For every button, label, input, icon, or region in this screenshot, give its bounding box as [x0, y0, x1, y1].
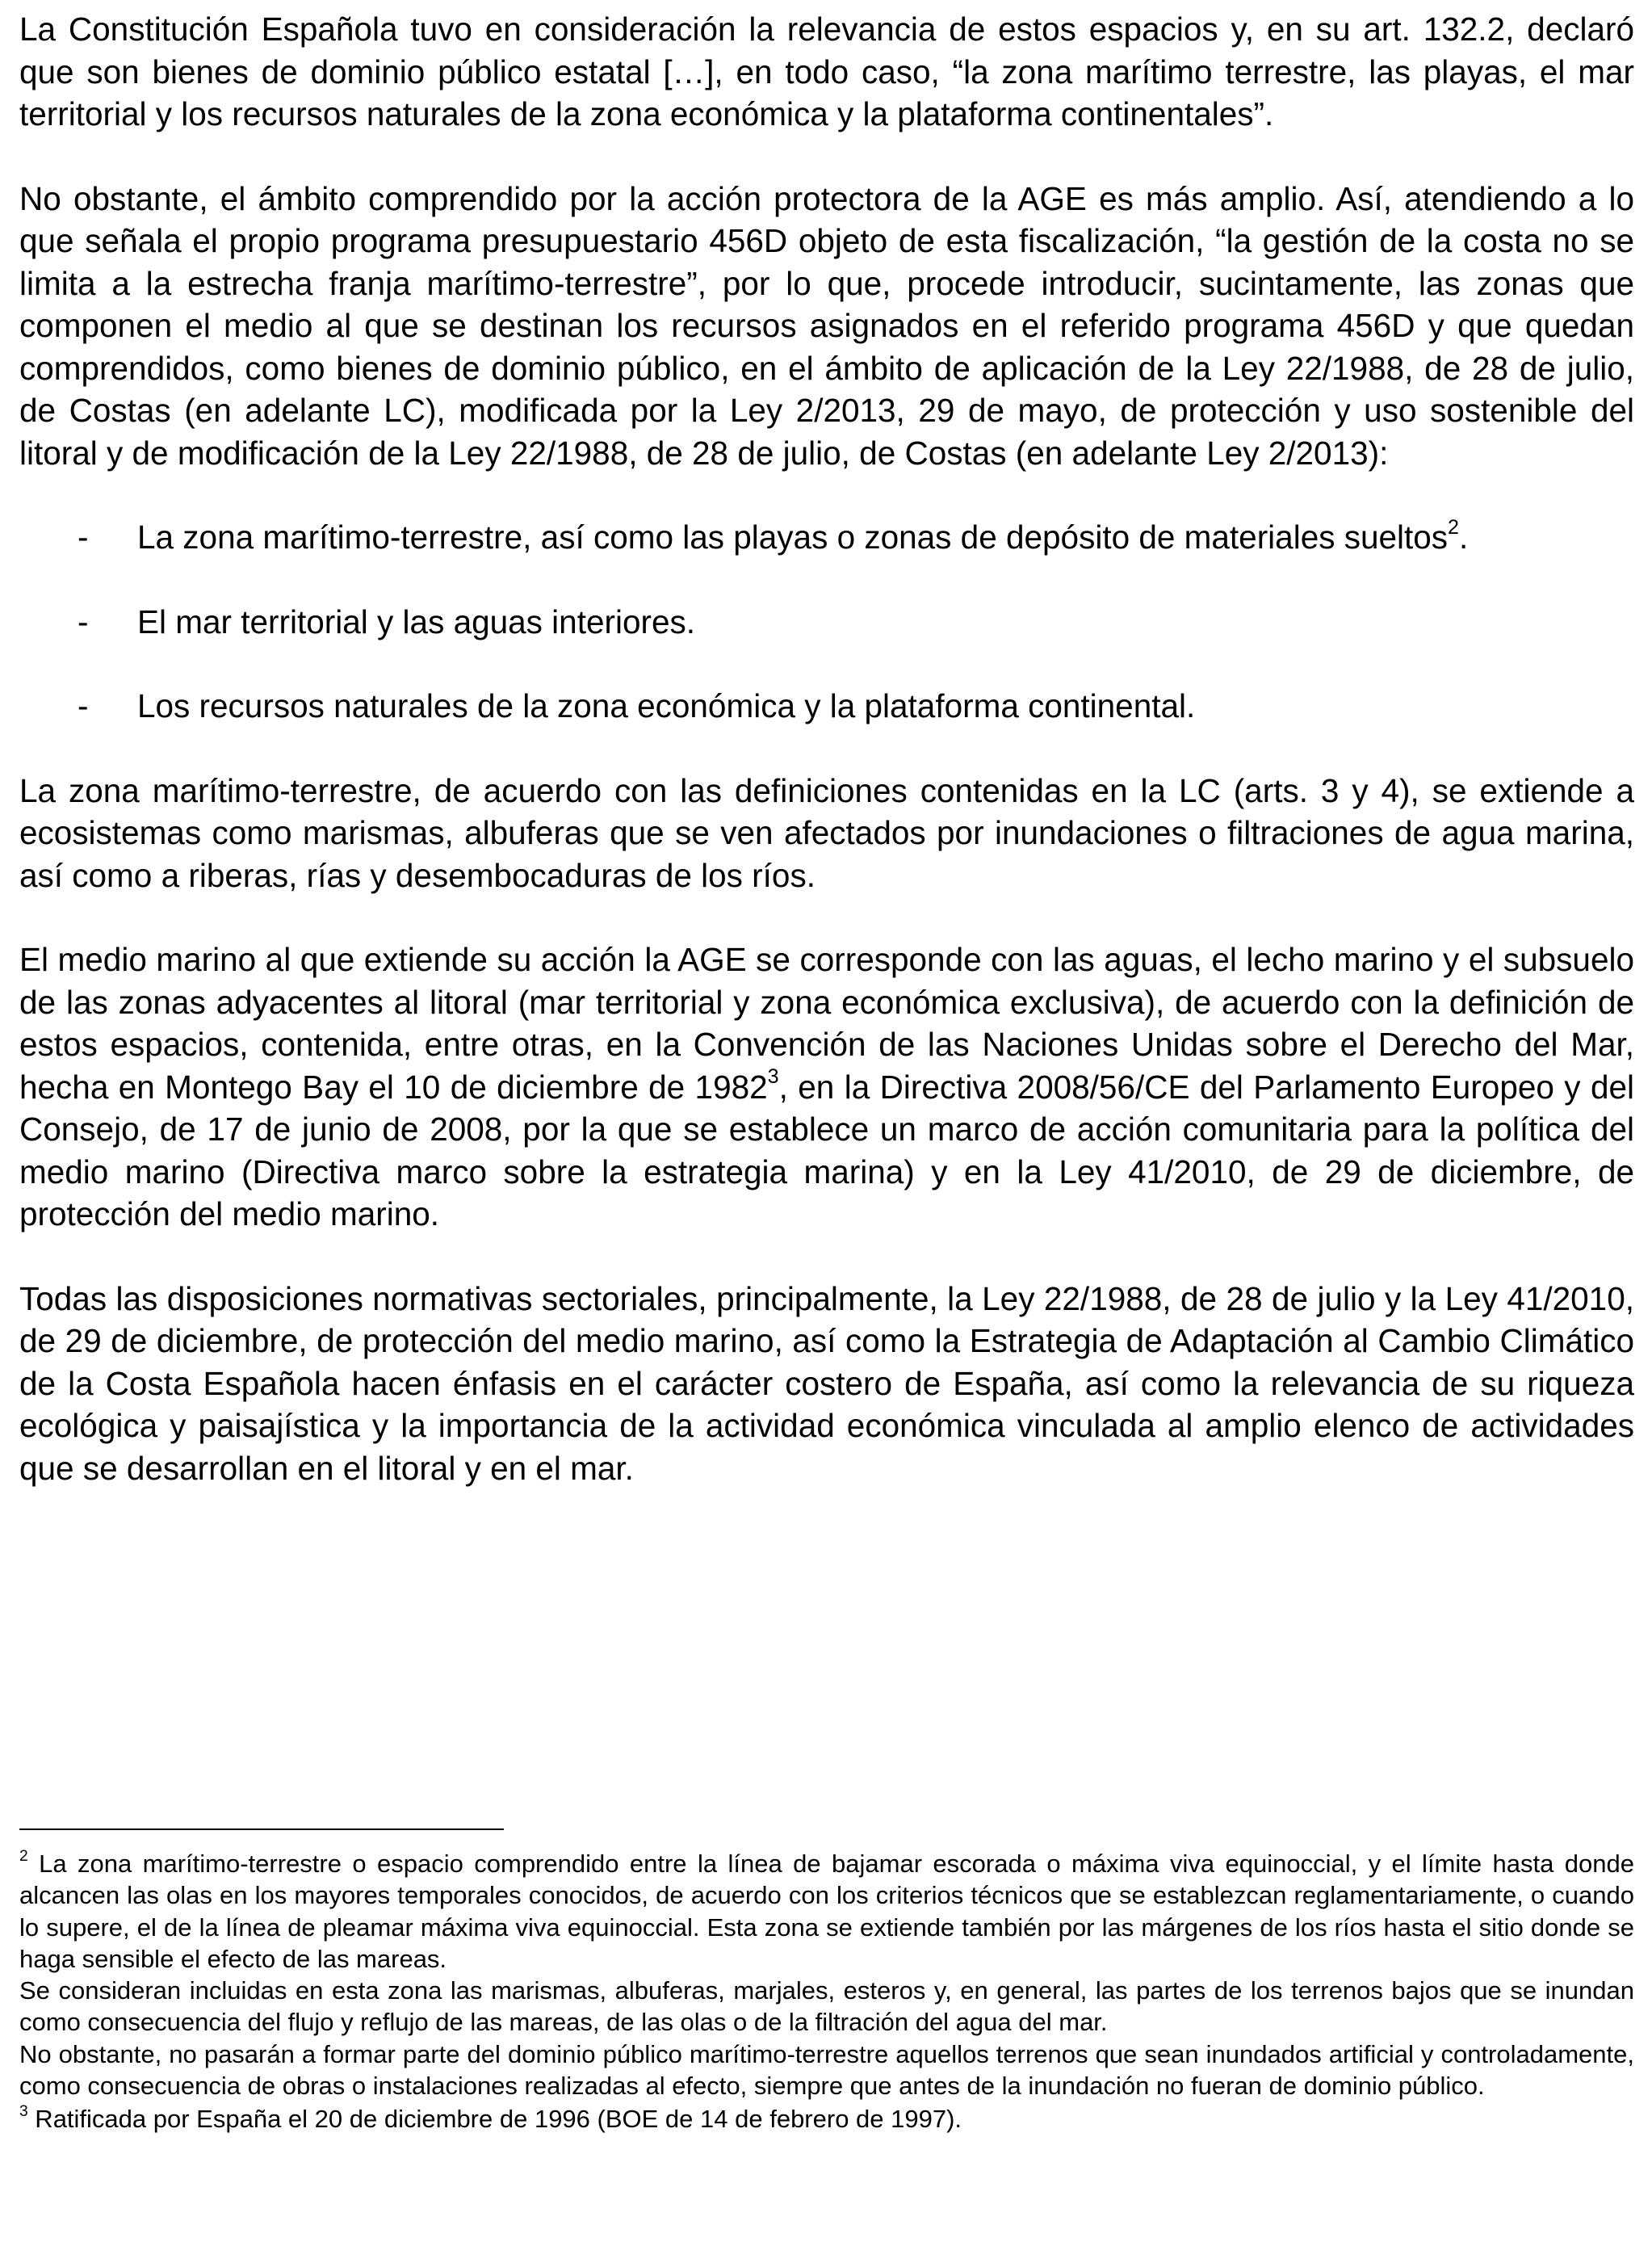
footnote-text: La zona marítimo-terrestre o espacio comprendido entre la línea de bajamar escorada o máxima viva equinoccial, y el límite hasta donde alcancen las olas en los mayores temporales conocidos, de acuerdo con los criterios técnicos que se establezcan reglamentariamente, o cuando lo supere, el de la línea de pleamar máxima viva equinoccial. Esta zona se extiende también por las márgenes de los ríos hasta el sitio donde se haga sensible el efecto de las mareas. [19, 1849, 1634, 1973]
footnote-3 [19, 2103, 1634, 2135]
list-item-zona-maritimo-terrestre [19, 516, 1634, 559]
paragraph-text: El medio marino al que extiende su acción la AGE se corresponde con las aguas, el lecho marino y el subsuelo de las zonas adyacentes al litoral (mar territorial y zona económica exclusiva), de acuerdo con la definición de estos espacios, contenida, entre otras, en la Convención de las Naciones Unidas sobre el Derecho del Mar, hecha en Montego Bay el 10 de diciembre de 1982 [19, 941, 1634, 1106]
footnote-2-continued: No obstante, no pasarán a formar parte del dominio público marítimo-terrestre aquellos terrenos que sean inundados artificial y controladamente, como consecuencia de obras o instalaciones realizadas al efecto, siempre que antes de la inundación no fueran de dominio público. [19, 2039, 1634, 2101]
footnote-ref-3[interactable]: 3 [767, 1065, 779, 1089]
paragraph-constitucion: La Constitución Española tuvo en consideración la relevancia de estos espacios y, en su art. 132.2, declaró que son bienes de dominio público estatal […], en todo caso, “la zona marítimo terrestre, las playas, el mar territorial y los recursos naturales de la zona económica y la plataforma continentales”. [19, 10, 1634, 132]
zones-list [19, 516, 1634, 728]
footnote-text: Ratificada por España el 20 de diciembre de 1996 (BOE de 14 de febrero de 1997). [27, 2105, 962, 2134]
list-item-mar-territorial [19, 601, 1634, 644]
footnote-separator [19, 1828, 504, 1830]
footnote-2-continued: Se consideran incluidas en esta zona las marismas, albuferas, marjales, esteros y, en general, las partes de los terrenos bajos que se inundan como consecuencia del flujo y reflujo de las mareas, de las olas o de la filtración del agua del mar. [19, 1976, 1634, 2037]
document-body [19, 8, 1634, 1531]
list-dash: - [78, 687, 89, 724]
footnote-ref-2[interactable]: 2 [1448, 515, 1460, 539]
footnote-mark-3: 3 [19, 2103, 28, 2121]
paragraph-text: , en la Directiva 2008/56/CE del Parlamento Europeo y del Consejo, de 17 de junio de 2008, por la que se establece un marco de acción comunitaria para la política del medio marino (Directiva marco sobre la estrategia marina) y en la Ley 41/2010, de 29 de diciembre, de protección del medio marino. [19, 1068, 1634, 1232]
footnote-2 [19, 1848, 1634, 1975]
list-dash: - [78, 519, 89, 556]
list-item-text: La zona marítimo-terrestre, así como las playas o zonas de depósito de materiales sueltos [137, 519, 1449, 556]
list-item-recursos-naturales [19, 685, 1634, 728]
paragraph-zona-maritimo-terrestre: La zona marítimo-terrestre, de acuerdo con las definiciones contenidas en la LC (arts. 3 y 4), se extiende a ecosistemas como marismas, albuferas que se ven afectados por inundaciones o filtraciones de agua marina, así como a riberas, rías y desembocaduras de los ríos. [19, 771, 1634, 894]
footnotes-section [19, 1828, 1634, 2135]
paragraph-medio-marino [19, 938, 1634, 1236]
list-dash: - [78, 602, 89, 640]
list-item-text: Los recursos naturales de la zona económica y la plataforma continental. [137, 687, 1196, 724]
paragraph-ambito-age: No obstante, el ámbito comprendido por la acción protectora de la AGE es más amplio. Así, atendiendo a lo que señala el propio programa presupuestario 456D objeto de esta fiscalización, “la gestión de la costa no se limita a la estrecha franja marítimo-terrestre”, por lo que, procede introducir, sucintamente, las zonas que componen el medio al que se destinan los recursos asignados en el referido programa 456D y que quedan comprendidos, como bienes de dominio público, en el ámbito de aplicación de la Ley 22/1988, de 28 de julio, de Costas (en adelante LC), modificada por la Ley 2/2013, 29 de mayo, de protección y uso sostenible del litoral y de modificación de la Ley 22/1988, de 28 de julio, de Costas (en adelante Ley 2/2013): [19, 179, 1634, 472]
list-item-text: El mar territorial y las aguas interiores. [137, 602, 695, 640]
footnote-mark-2: 2 [19, 1847, 28, 1865]
list-item-period: . [1459, 519, 1469, 556]
paragraph-disposiciones: Todas las disposiciones normativas sectoriales, principalmente, la Ley 22/1988, de 28 de julio y la Ley 41/2010, de 29 de diciembre, de protección del medio marino, así como la Estrategia de Adaptación al Cambio Climático de la Costa Española hacen énfasis en el carácter costero de España, así como la relevancia de su riqueza ecológica y paisajística y la importancia de la actividad económica vinculada al amplio elenco de actividades que se desarrollan en el litoral y en el mar. [19, 1279, 1634, 1487]
